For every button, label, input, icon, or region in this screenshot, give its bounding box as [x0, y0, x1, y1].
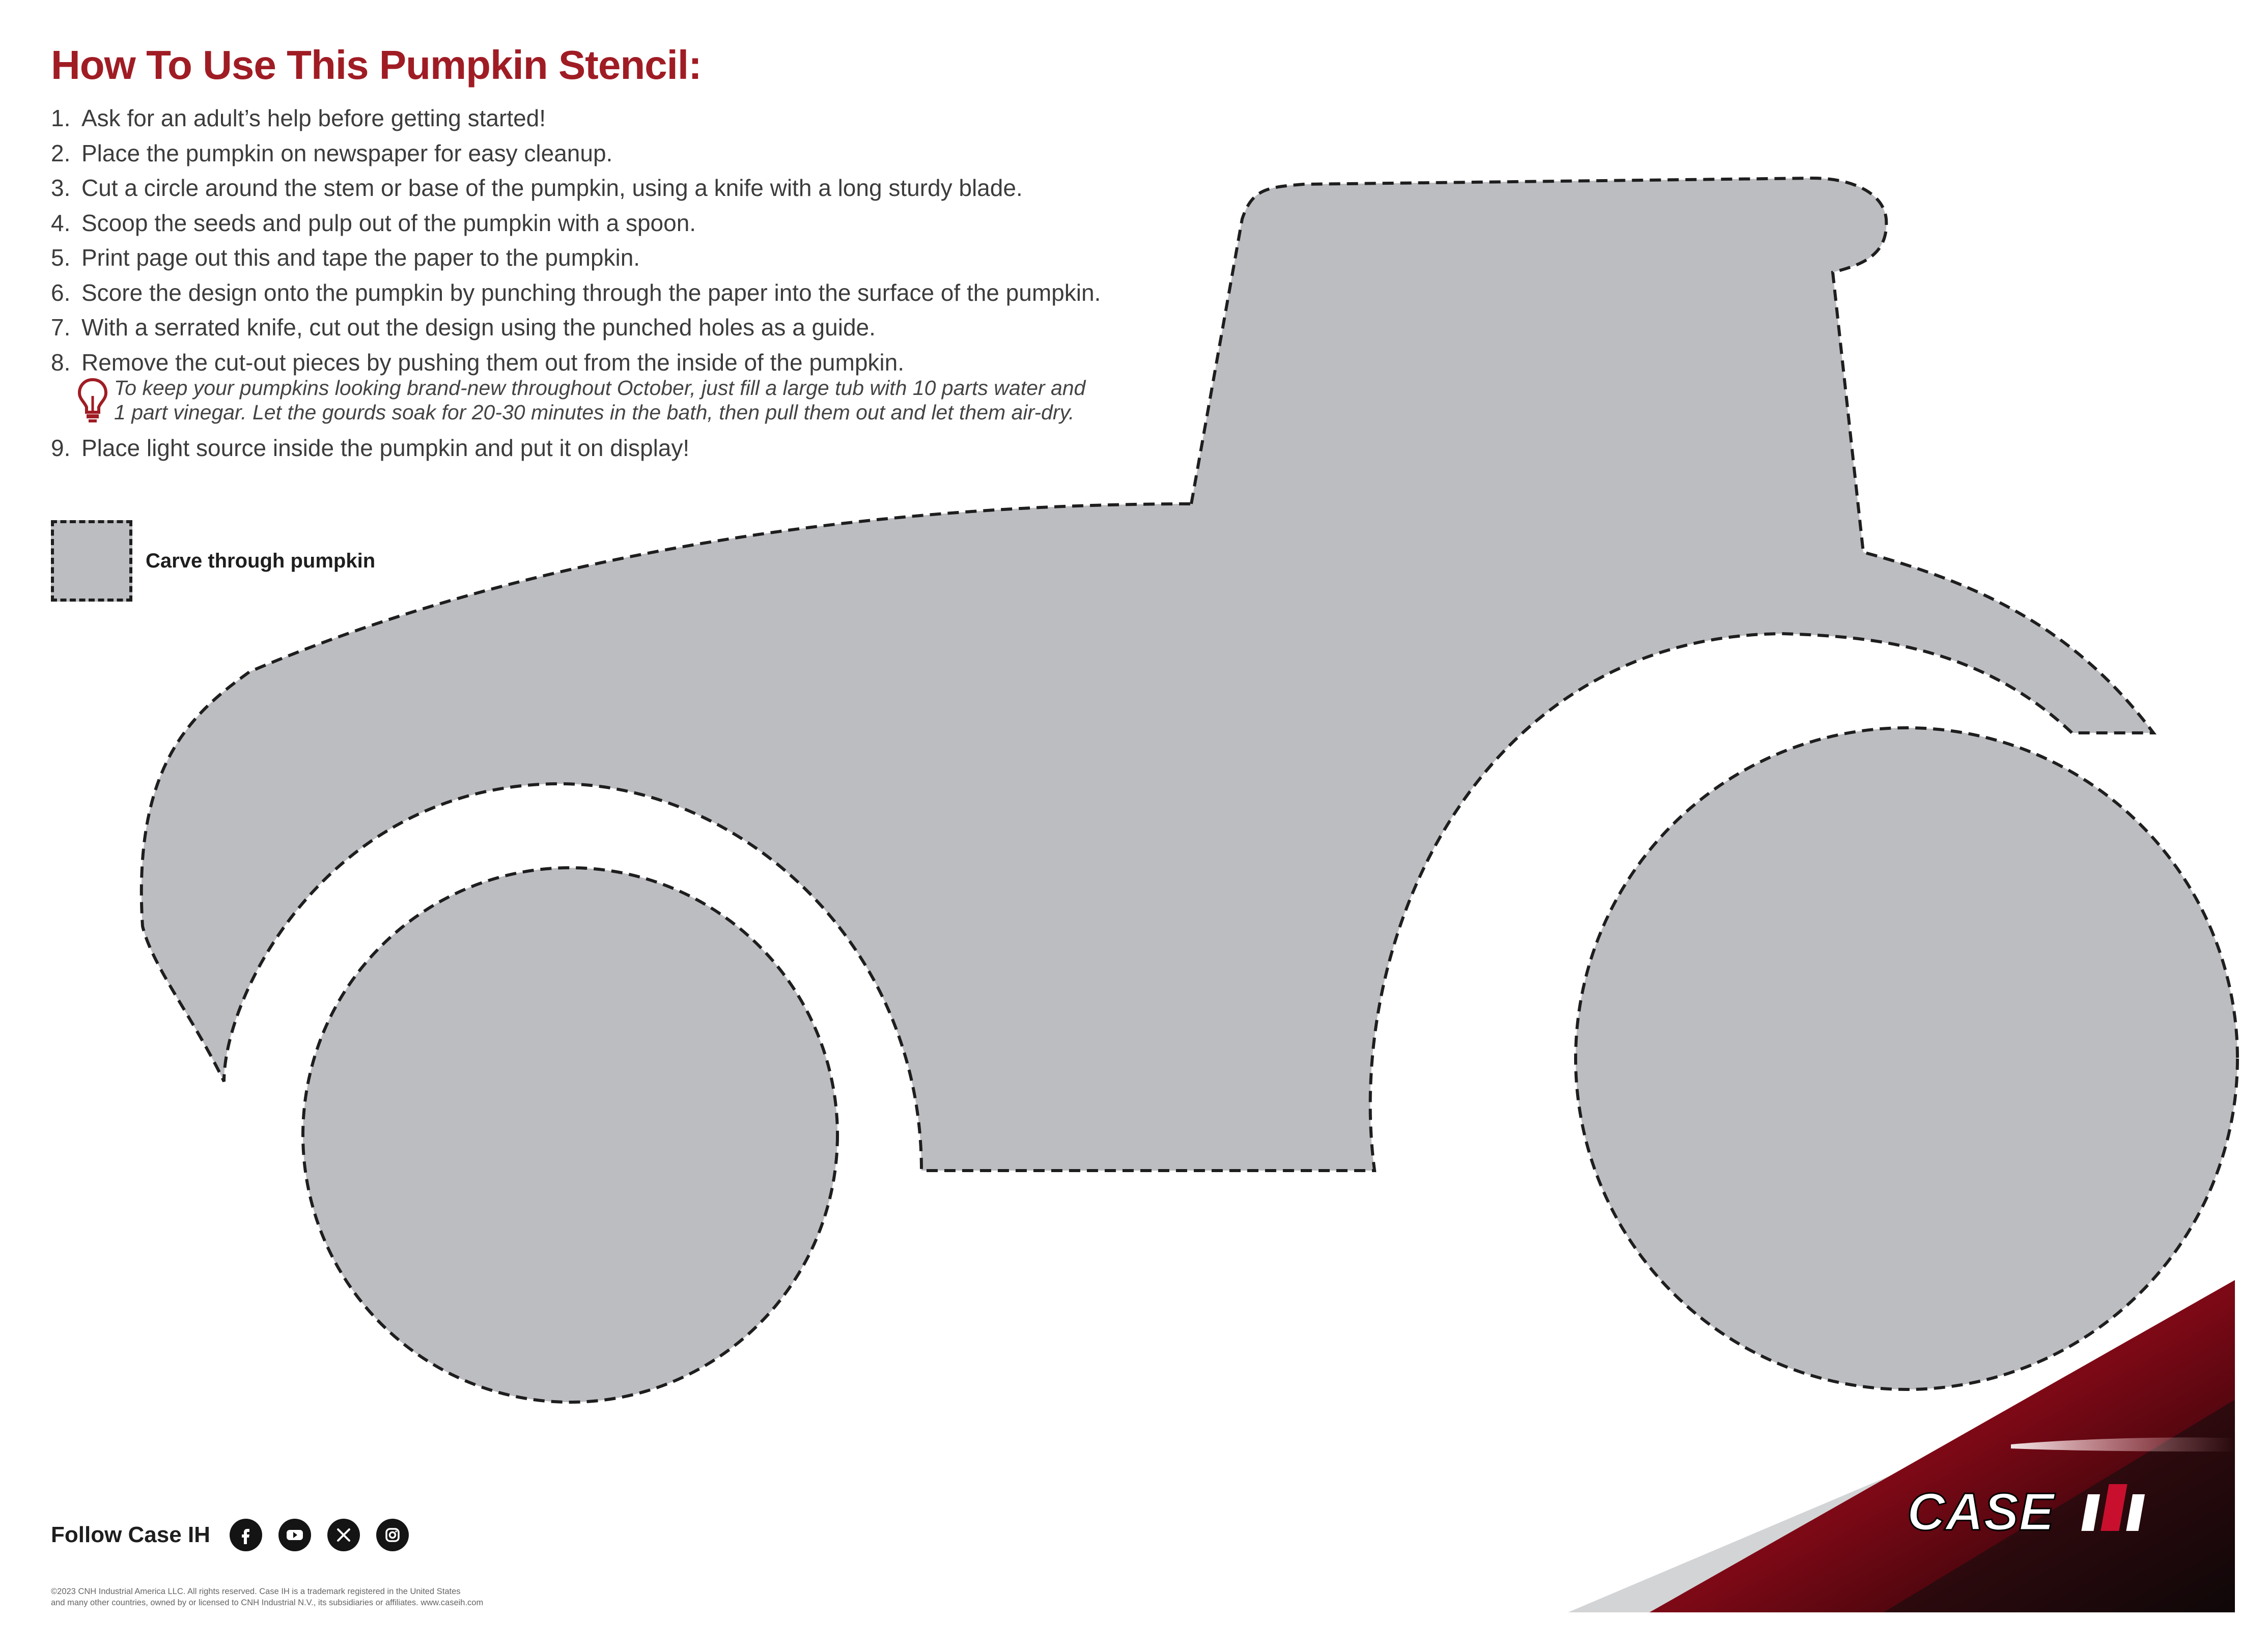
instruction-step: 8. Remove the cut-out pieces by pushing them out from the inside of the pumpkin. — [51, 349, 904, 376]
page-title: How To Use This Pumpkin Stencil: — [51, 42, 702, 88]
facebook-icon[interactable] — [230, 1519, 262, 1551]
legal-notice: ©2023 CNH Industrial America LLC. All rights reserved. Case IH is a trademark registered in the United States and many other countries, owned by or licensed to CNH Industrial N.V., its subsidiaries or affiliates. www.caseih.com — [51, 1587, 484, 1607]
svg-text:CASE: CASE — [1907, 1483, 2054, 1536]
instruction-step: 7. With a serrated knife, cut out the design using the punched holes as a guide. — [51, 314, 876, 340]
social-follow — [51, 1519, 425, 1551]
instagram-icon[interactable] — [376, 1519, 409, 1551]
follow-label: Follow Case IH — [51, 1522, 210, 1547]
tip-text: To keep your pumpkins looking brand-new throughout October, just fill a large tub with 10 parts water and 1 part vinegar. Let the gourds soak for 20-30 minutes in the bath, then pull them out and let them air-dry. — [114, 376, 1086, 424]
instruction-step: 1. Ask for an adult’s help before getting started! — [51, 105, 546, 131]
instruction-step: 3. Cut a circle around the stem or base of the pumpkin, using a knife with a long sturdy blade. — [51, 175, 1023, 201]
instruction-step: 6. Score the design onto the pumpkin by punching through the paper into the surface of the pumpkin. — [51, 279, 1101, 306]
youtube-icon[interactable] — [278, 1519, 311, 1551]
instruction-step: 9. Place light source inside the pumpkin and put it on display! — [51, 435, 690, 461]
case-ih-logo — [1904, 1480, 2169, 1536]
x-icon[interactable] — [327, 1519, 360, 1551]
instruction-step: 2. Place the pumpkin on newspaper for easy cleanup. — [51, 139, 613, 166]
instruction-step: 4. Scoop the seeds and pulp out of the pumpkin with a spoon. — [51, 209, 696, 236]
instruction-step: 5. Print page out this and tape the paper to the pumpkin. — [51, 244, 640, 271]
legend-label: Carve through pumpkin — [146, 549, 376, 572]
